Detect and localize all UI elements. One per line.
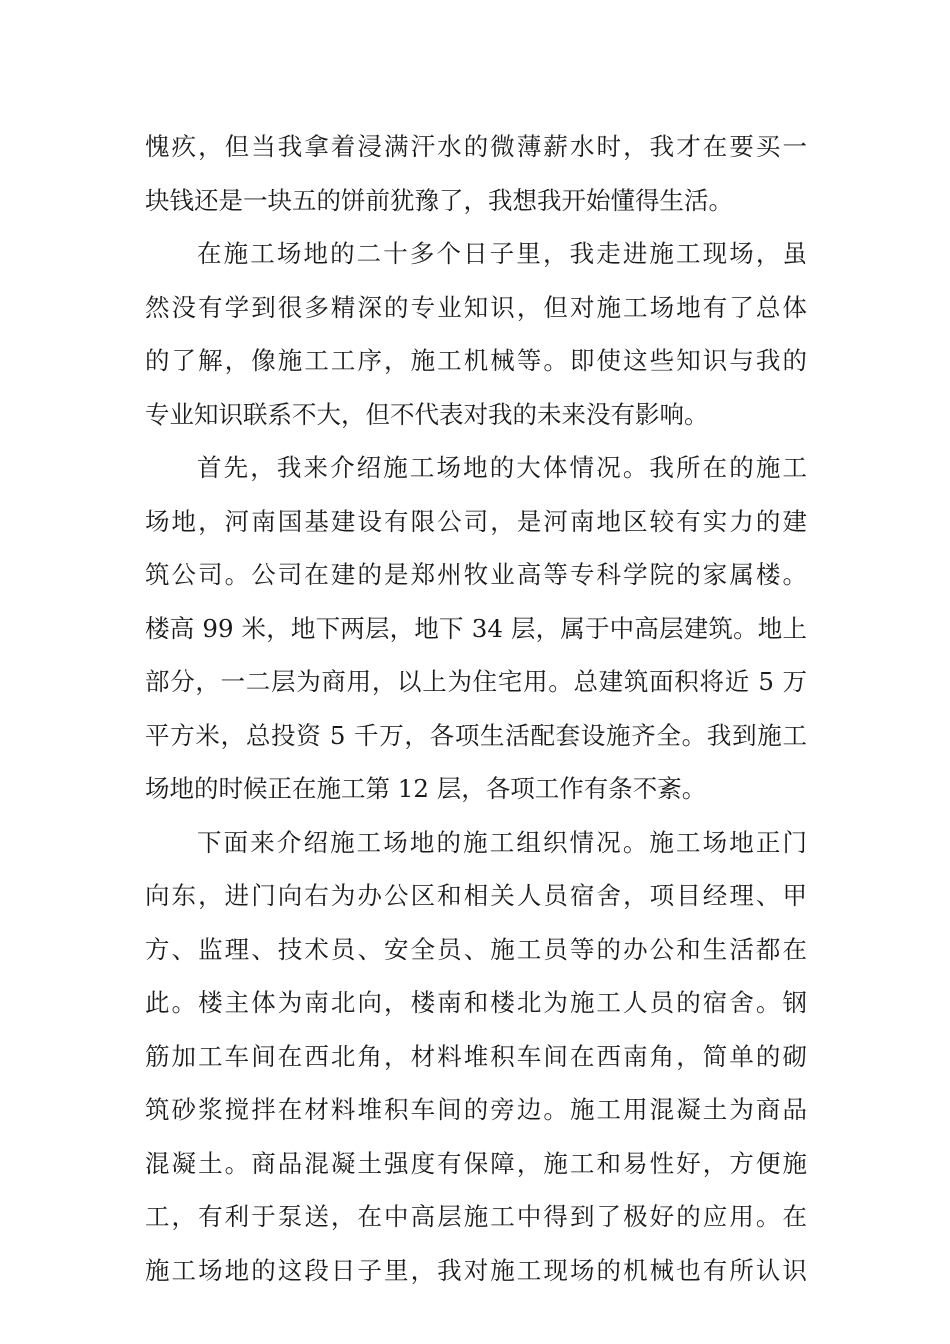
paragraph: [145, 816, 807, 1298]
text-line: 的了解，像施工工序，施工机械等。即使这些知识与我的: [145, 346, 807, 375]
text-line: 然没有学到很多精深的专业知识，但对施工场地有了总体: [145, 292, 807, 322]
text-line: 场地，河南国基建设有限公司，是河南地区较有实力的建: [145, 506, 807, 536]
text-line: 方、监理、技术员、安全员、施工员等的办公和生活都在: [145, 934, 807, 964]
text-line: 愧疚，但当我拿着浸满汗水的微薄薪水时，我才在要买一: [145, 132, 807, 161]
text-line: 工，有利于泵送，在中高层施工中得到了极好的应用。在: [145, 1202, 807, 1231]
text-line: 场地的时候正在施工第 12 层，各项工作有条不紊。: [145, 774, 707, 803]
document-body: [145, 120, 807, 1297]
text-line: 混凝土。商品混凝土强度有保障，施工和易性好，方便施: [145, 1148, 807, 1178]
text-line: 施工场地的这段日子里，我对施工现场的机械也有所认识: [145, 1255, 807, 1285]
text-line: 筑公司。公司在建的是郑州牧业高等专科学院的家属楼。: [145, 560, 807, 589]
text-line: 筑砂浆搅拌在材料堆积车间的旁边。施工用混凝土为商品: [145, 1095, 807, 1124]
text-line: 向东，进门向右为办公区和相关人员宿舍，项目经理、甲: [145, 881, 807, 910]
text-line: 下面来介绍施工场地的施工组织情况。施工场地正门: [197, 827, 807, 857]
text-line: 首先，我来介绍施工场地的大体情况。我所在的施工: [197, 453, 807, 482]
text-line: 楼高 99 米，地下两层，地下 34 层，属于中高层建筑。地上: [145, 613, 807, 643]
text-line: 部分，一二层为商用，以上为住宅用。总建筑面积将近 5 万: [145, 667, 807, 696]
paragraph: [145, 227, 807, 441]
text-line: 在施工场地的二十多个日子里，我走进施工现场，虽: [197, 239, 807, 268]
text-line: 筋加工车间在西北角，材料堆积车间在西南角，简单的砌: [145, 1041, 807, 1071]
paragraph: [145, 441, 807, 816]
text-line: 平方米，总投资 5 千万，各项生活配套设施齐全。我到施工: [145, 720, 807, 750]
text-line: 专业知识联系不大，但不代表对我的未来没有影响。: [145, 399, 709, 429]
text-line: 块钱还是一块五的饼前犹豫了，我想我开始懂得生活。: [145, 185, 733, 215]
paragraph: [145, 120, 807, 227]
text-line: 此。楼主体为南北向，楼南和楼北为施工人员的宿舍。钢: [145, 988, 807, 1017]
